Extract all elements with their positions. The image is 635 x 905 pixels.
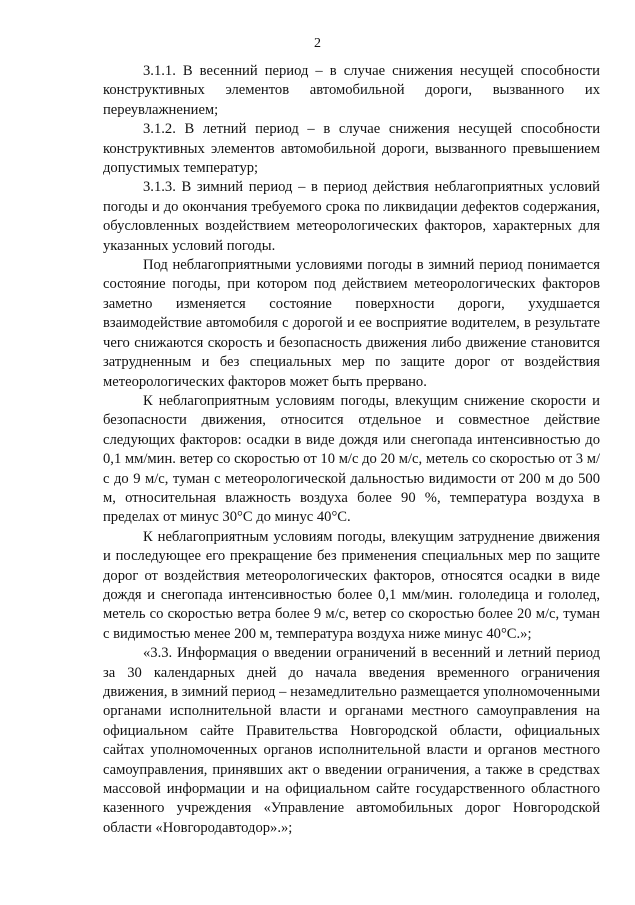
paragraph-3-1-1: 3.1.1. В весенний период – в случае снижения несущей способности конструктивных элементов автомобильной дороги, вызванного их переувлажнением; <box>103 63 600 118</box>
paragraph-traffic-difficulty-factors: К неблагоприятным условиям погоды, влекущим затруднение движения и последующее его прекращение без применения специальных мер по защите дорог от воздействия метеорологических факторов, относятся осадки в виде дождя и снегопада интенсивностью более 0,1 мм/мин. гололедица и гололед, метель со скоростью ветра более 9 м/с, ветер со скоростью более 20 м/с, туман с видимостью менее 200 м, температура воздуха ниже минус 40°С.»; <box>103 528 600 642</box>
paragraph-3-1-2: 3.1.2. В летний период – в случае снижения несущей способности конструктивных элементов автомобильной дороги, вызванного превышением допустимых температур; <box>103 121 600 177</box>
document-body <box>103 62 600 838</box>
paragraph-3-1-3: 3.1.3. В зимний период – в период действия неблагоприятных условий погоды и до окончания требуемого срока по ликвидации дефектов содержания, обусловленных воздействием метеорологических факторов, характерных для указанных условий погоды. <box>103 179 600 254</box>
paragraph-winter-conditions-definition: Под неблагоприятными условиями погоды в зимний период понимается состояние погоды, при котором под действием метеорологических факторов заметно изменяется состояние поверхности дороги, ухудшается взаимодействие автомобиля с дорогой и ее восприятие водителем, в результате чего снижаются скорость и безопасность движения либо движение становится затрудненным и без специальных мер по защите дорог от воздействия метеорологических факторов может быть прервано. <box>103 257 600 390</box>
page-number: 2 <box>314 36 321 51</box>
paragraph-3-3-information: «3.3. Информация о введении ограничений в весенний и летний период за 30 календарных дней до начала введения временного ограничения движения, в зимний период – незамедлительно размещается уполномоченными органами исполнительной власти и органами местного самоуправления на официальном сайте Правительства Новгородской области, официальных сайтах уполномоченных органов исполнительной власти и органов местного самоуправления, принявших акт о введении ограничения, а также в средствах массовой информации и на официальном сайте государственного областного казенного учреждения «Управление автомобильных дорог Новгородской области «Новгородавтодор».»; <box>103 645 600 836</box>
paragraph-speed-reduction-factors: К неблагоприятным условиям погоды, влекущим снижение скорости и безопасности движения, относится отдельное и совместное действие следующих факторов: осадки в виде дождя или снегопада интенсивностью до 0,1 мм/мин. ветер со скоростью от 10 м/с до 20 м/с, метель со скоростью от 3 м/с до 9 м/с, туман с метеорологической дальностью видимости от 200 м до 500 м, относительная влажность воздуха более 90 %, температура воздуха в пределах от минус 30°С до минус 40°С. <box>103 392 600 526</box>
